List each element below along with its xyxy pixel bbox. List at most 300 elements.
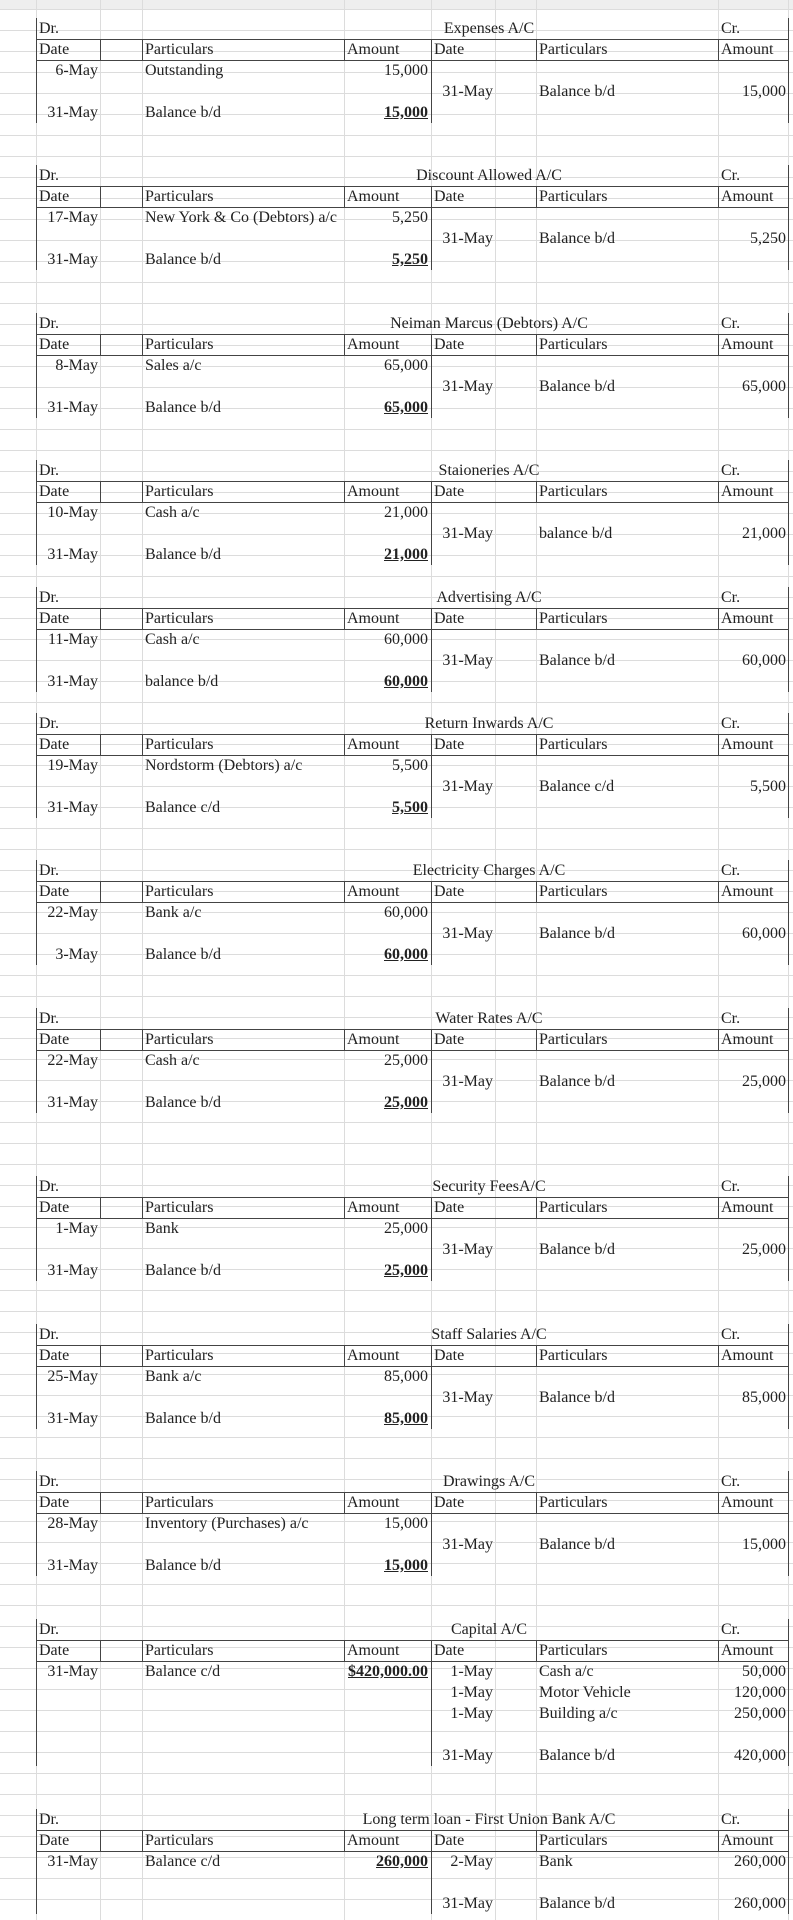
debit-particulars: Balance b/d	[145, 251, 221, 268]
amount-header: Amount	[347, 188, 400, 205]
credit-amount: 60,000	[742, 925, 786, 942]
debit-total-amount: 5,250	[392, 251, 428, 268]
cr-label: Cr.	[721, 1811, 741, 1828]
debit-date: 31-May	[47, 1262, 98, 1279]
particulars-header: Particulars	[539, 736, 608, 753]
amount-header: Amount	[721, 883, 774, 900]
right-border	[788, 1324, 789, 1429]
cr-label: Cr.	[721, 20, 741, 37]
credit-amount: 5,500	[750, 778, 786, 795]
debit-date: 22-May	[47, 904, 98, 921]
debit-particulars: Balance b/d	[145, 104, 221, 121]
debit-date: 31-May	[47, 673, 98, 690]
grid-row-line	[0, 1290, 793, 1291]
credit-amount: 85,000	[742, 1389, 786, 1406]
debit-amount: 15,000	[384, 1515, 428, 1532]
right-border	[788, 18, 789, 123]
debit-total-amount: 25,000	[384, 1094, 428, 1111]
header-divider	[718, 334, 719, 355]
account-title: Long term loan - First Union Bank A/C	[362, 1811, 616, 1828]
credit-particulars: Balance b/d	[539, 230, 615, 247]
account-title: Staff Salaries A/C	[431, 1326, 547, 1343]
grid-column-line	[718, 0, 719, 1920]
amount-header: Amount	[721, 1642, 774, 1659]
cr-label: Cr.	[721, 715, 741, 732]
amount-header: Amount	[721, 1347, 774, 1364]
credit-date: 31-May	[442, 778, 493, 795]
header-divider	[536, 1197, 537, 1218]
debit-total-amount: 25,000	[384, 1262, 428, 1279]
header-divider	[344, 1345, 345, 1366]
grid-row-line	[0, 9, 793, 10]
credit-date: 31-May	[442, 1241, 493, 1258]
debit-date: 25-May	[47, 1368, 98, 1385]
debit-date: 31-May	[47, 546, 98, 563]
account-title: Discount Allowed A/C	[416, 167, 562, 184]
particulars-header: Particulars	[145, 483, 214, 500]
date-header: Date	[434, 336, 465, 353]
debit-particulars: Cash a/c	[145, 1052, 200, 1069]
header-divider	[536, 1830, 537, 1851]
amount-header: Amount	[721, 736, 774, 753]
account-title: Water Rates A/C	[435, 1010, 543, 1027]
credit-particulars: Cash a/c	[539, 1663, 594, 1680]
header-divider	[536, 186, 537, 207]
particulars-header: Particulars	[539, 610, 608, 627]
date-header: Date	[434, 1494, 465, 1511]
header-divider	[344, 881, 345, 902]
header-divider	[142, 1197, 143, 1218]
amount-header: Amount	[347, 1832, 400, 1849]
grid-row-line	[0, 156, 793, 157]
particulars-header: Particulars	[145, 1642, 214, 1659]
particulars-header: Particulars	[145, 1494, 214, 1511]
debit-total-amount: 15,000	[384, 1557, 428, 1574]
credit-date: 2-May	[450, 1853, 493, 1870]
grid-row-line	[0, 828, 793, 829]
right-border	[788, 1619, 789, 1766]
credit-particulars: Balance b/d	[539, 1895, 615, 1912]
particulars-header: Particulars	[145, 336, 214, 353]
debit-date: 17-May	[47, 209, 98, 226]
header-divider	[344, 1029, 345, 1050]
debit-particulars: Balance b/d	[145, 1410, 221, 1427]
amount-header: Amount	[347, 483, 400, 500]
header-divider	[100, 1197, 101, 1218]
date-header: Date	[39, 1199, 70, 1216]
amount-header: Amount	[721, 336, 774, 353]
amount-header: Amount	[721, 610, 774, 627]
header-divider	[100, 39, 101, 60]
particulars-header: Particulars	[539, 1494, 608, 1511]
account-title: Security FeesA/C	[432, 1178, 546, 1195]
debit-date: 31-May	[47, 1853, 98, 1870]
header-divider	[536, 334, 537, 355]
date-header: Date	[434, 188, 465, 205]
header-divider	[100, 1029, 101, 1050]
cr-label: Cr.	[721, 462, 741, 479]
credit-particulars: Balance b/d	[539, 1073, 615, 1090]
header-divider	[344, 1640, 345, 1661]
dr-label: Dr.	[39, 1326, 59, 1343]
debit-date: 19-May	[47, 757, 98, 774]
header-divider	[344, 334, 345, 355]
date-header: Date	[39, 41, 70, 58]
debit-total-amount: 60,000	[384, 946, 428, 963]
debit-amount: 15,000	[384, 62, 428, 79]
credit-amount: 21,000	[742, 525, 786, 542]
debit-date: 31-May	[47, 251, 98, 268]
debit-amount: 60,000	[384, 904, 428, 921]
debit-date: 10-May	[47, 504, 98, 521]
debit-particulars: Cash a/c	[145, 631, 200, 648]
amount-header: Amount	[347, 336, 400, 353]
header-divider	[142, 1640, 143, 1661]
date-header: Date	[39, 1031, 70, 1048]
date-header: Date	[434, 1642, 465, 1659]
debit-particulars: Outstanding	[145, 62, 224, 79]
debit-particulars: Bank a/c	[145, 1368, 202, 1385]
particulars-header: Particulars	[539, 1347, 608, 1364]
debit-date: 22-May	[47, 1052, 98, 1069]
debit-particulars: Cash a/c	[145, 504, 200, 521]
header-divider	[100, 608, 101, 629]
credit-date: 31-May	[442, 230, 493, 247]
dr-label: Dr.	[39, 315, 59, 332]
date-header: Date	[39, 336, 70, 353]
credit-particulars: Building a/c	[539, 1705, 618, 1722]
header-divider	[718, 1830, 719, 1851]
header-divider	[344, 1830, 345, 1851]
debit-amount: 5,500	[392, 757, 428, 774]
cr-label: Cr.	[721, 167, 741, 184]
cr-label: Cr.	[721, 1178, 741, 1195]
credit-particulars: balance b/d	[539, 525, 613, 542]
grid-row-line	[0, 303, 793, 304]
date-header: Date	[39, 1347, 70, 1364]
grid-row-line	[0, 702, 793, 703]
amount-header: Amount	[721, 1832, 774, 1849]
header-divider	[100, 1492, 101, 1513]
right-border	[788, 1809, 789, 1914]
account-title: Expenses A/C	[443, 20, 535, 37]
debit-particulars: Balance c/d	[145, 1663, 221, 1680]
debit-amount: 60,000	[384, 631, 428, 648]
date-header: Date	[434, 1347, 465, 1364]
account-title: Advertising A/C	[436, 589, 542, 606]
debit-total-amount: 5,500	[392, 799, 428, 816]
particulars-header: Particulars	[539, 336, 608, 353]
grid-row-line	[0, 282, 793, 283]
grid-row-line	[0, 1878, 793, 1879]
header-divider	[142, 881, 143, 902]
debit-date: 31-May	[47, 104, 98, 121]
date-header: Date	[39, 483, 70, 500]
amount-header: Amount	[347, 1347, 400, 1364]
account-title: Electricity Charges A/C	[412, 862, 566, 879]
header-divider	[718, 1029, 719, 1050]
dr-label: Dr.	[39, 1010, 59, 1027]
debit-total-amount: 60,000	[384, 673, 428, 690]
credit-date: 31-May	[442, 1073, 493, 1090]
debit-date: 31-May	[47, 1410, 98, 1427]
credit-particulars: Balance b/d	[539, 925, 615, 942]
header-divider	[718, 881, 719, 902]
credit-amount: 65,000	[742, 378, 786, 395]
debit-particulars: Inventory (Purchases) a/c	[145, 1515, 309, 1532]
debit-date: 31-May	[47, 1094, 98, 1111]
header-divider	[344, 186, 345, 207]
amount-header: Amount	[347, 1199, 400, 1216]
grid-row-line	[0, 1605, 793, 1606]
credit-particulars: Balance c/d	[539, 778, 615, 795]
credit-particulars: Bank	[539, 1853, 573, 1870]
grid-row-line	[0, 1437, 793, 1438]
credit-amount: 260,000	[734, 1853, 786, 1870]
credit-amount: 50,000	[742, 1663, 786, 1680]
header-divider	[100, 481, 101, 502]
header-divider	[344, 1492, 345, 1513]
date-header: Date	[434, 610, 465, 627]
debit-particulars: Balance b/d	[145, 946, 221, 963]
debit-amount: 25,000	[384, 1052, 428, 1069]
credit-date: 1-May	[450, 1684, 493, 1701]
date-header: Date	[434, 736, 465, 753]
credit-particulars: Balance b/d	[539, 378, 615, 395]
grid-row-line	[0, 429, 793, 430]
credit-date: 1-May	[450, 1705, 493, 1722]
credit-particulars: Balance b/d	[539, 83, 615, 100]
grid-row-line	[0, 576, 793, 577]
header-divider	[100, 1830, 101, 1851]
particulars-header: Particulars	[539, 1031, 608, 1048]
particulars-header: Particulars	[145, 1832, 214, 1849]
debit-date: 31-May	[47, 1663, 98, 1680]
amount-header: Amount	[347, 883, 400, 900]
credit-particulars: Motor Vehicle	[539, 1684, 631, 1701]
credit-amount: 25,000	[742, 1241, 786, 1258]
debit-particulars: Sales a/c	[145, 357, 202, 374]
header-divider	[100, 186, 101, 207]
amount-header: Amount	[347, 736, 400, 753]
particulars-header: Particulars	[145, 188, 214, 205]
header-divider	[718, 1492, 719, 1513]
debit-particulars: Balance b/d	[145, 399, 221, 416]
header-divider	[142, 1345, 143, 1366]
header-divider	[718, 481, 719, 502]
cr-label: Cr.	[721, 1326, 741, 1343]
credit-amount: 5,250	[750, 230, 786, 247]
sheet-top-band	[0, 0, 793, 9]
header-divider	[718, 39, 719, 60]
header-divider	[344, 39, 345, 60]
debit-amount: $420,000.00	[348, 1663, 428, 1680]
credit-date: 1-May	[450, 1663, 493, 1680]
dr-label: Dr.	[39, 862, 59, 879]
amount-header: Amount	[721, 41, 774, 58]
credit-date: 31-May	[442, 1536, 493, 1553]
header-divider	[718, 1345, 719, 1366]
credit-particulars: Balance b/d	[539, 1536, 615, 1553]
date-header: Date	[434, 1031, 465, 1048]
amount-header: Amount	[347, 1494, 400, 1511]
particulars-header: Particulars	[145, 610, 214, 627]
date-header: Date	[39, 883, 70, 900]
header-divider	[344, 734, 345, 755]
grid-row-line	[0, 1311, 793, 1312]
header-divider	[344, 481, 345, 502]
date-header: Date	[434, 883, 465, 900]
grid-row-line	[0, 1584, 793, 1585]
amount-header: Amount	[721, 1199, 774, 1216]
amount-header: Amount	[721, 1494, 774, 1511]
date-header: Date	[434, 41, 465, 58]
debit-particulars: Balance b/d	[145, 1557, 221, 1574]
particulars-header: Particulars	[539, 1832, 608, 1849]
grid-row-line	[0, 450, 793, 451]
grid-row-line	[0, 1731, 793, 1732]
particulars-header: Particulars	[145, 883, 214, 900]
debit-amount: 25,000	[384, 1220, 428, 1237]
debit-particulars: Nordstorm (Debtors) a/c	[145, 757, 303, 774]
date-header: Date	[39, 1642, 70, 1659]
grid-row-line	[0, 1794, 793, 1795]
header-divider	[142, 334, 143, 355]
credit-particulars: Balance b/d	[539, 1389, 615, 1406]
header-divider	[718, 734, 719, 755]
debit-particulars: Balance c/d	[145, 799, 221, 816]
header-divider	[100, 1640, 101, 1661]
grid-row-line	[0, 1773, 793, 1774]
header-divider	[536, 1345, 537, 1366]
grid-row-line	[0, 1458, 793, 1459]
particulars-header: Particulars	[539, 188, 608, 205]
debit-date: 8-May	[55, 357, 98, 374]
header-divider	[100, 881, 101, 902]
header-divider	[142, 39, 143, 60]
header-divider	[344, 608, 345, 629]
grid-column-line	[100, 0, 101, 1920]
header-divider	[536, 1492, 537, 1513]
credit-amount: 120,000	[734, 1684, 786, 1701]
credit-amount: 420,000	[734, 1747, 786, 1764]
account-title: Capital A/C	[451, 1621, 527, 1638]
credit-amount: 250,000	[734, 1705, 786, 1722]
header-divider	[536, 734, 537, 755]
debit-date: 31-May	[47, 399, 98, 416]
header-divider	[100, 334, 101, 355]
debit-total-amount: 15,000	[384, 104, 428, 121]
credit-amount: 25,000	[742, 1073, 786, 1090]
debit-particulars: Bank	[145, 1220, 179, 1237]
header-divider	[100, 1345, 101, 1366]
credit-date: 31-May	[442, 1895, 493, 1912]
debit-particulars: Bank a/c	[145, 904, 202, 921]
date-header: Date	[39, 188, 70, 205]
account-title: Neiman Marcus (Debtors) A/C	[390, 315, 588, 332]
account-title: Staioneries A/C	[438, 462, 540, 479]
right-border	[788, 713, 789, 818]
particulars-header: Particulars	[145, 1347, 214, 1364]
debit-date: 1-May	[55, 1220, 98, 1237]
credit-date: 31-May	[442, 652, 493, 669]
header-divider	[718, 608, 719, 629]
date-header: Date	[39, 1832, 70, 1849]
amount-header: Amount	[721, 483, 774, 500]
header-divider	[344, 1197, 345, 1218]
debit-total-amount: 21,000	[384, 546, 428, 563]
debit-date: 31-May	[47, 1557, 98, 1574]
header-divider	[100, 734, 101, 755]
header-divider	[536, 608, 537, 629]
header-divider	[718, 186, 719, 207]
debit-date: 31-May	[47, 799, 98, 816]
right-border	[788, 587, 789, 692]
credit-date: 31-May	[442, 378, 493, 395]
header-divider	[536, 881, 537, 902]
particulars-header: Particulars	[145, 1199, 214, 1216]
header-divider	[142, 734, 143, 755]
credit-amount: 15,000	[742, 83, 786, 100]
cr-label: Cr.	[721, 589, 741, 606]
header-divider	[142, 1830, 143, 1851]
particulars-header: Particulars	[539, 1642, 608, 1659]
debit-particulars: Balance b/d	[145, 546, 221, 563]
dr-label: Dr.	[39, 167, 59, 184]
dr-label: Dr.	[39, 1473, 59, 1490]
debit-date: 28-May	[47, 1515, 98, 1532]
dr-label: Dr.	[39, 715, 59, 732]
credit-amount: 260,000	[734, 1895, 786, 1912]
debit-particulars: Balance c/d	[145, 1853, 221, 1870]
right-border	[788, 1176, 789, 1281]
right-border	[788, 460, 789, 565]
grid-row-line	[0, 1143, 793, 1144]
debit-total-amount: 65,000	[384, 399, 428, 416]
debit-date: 3-May	[55, 946, 98, 963]
date-header: Date	[39, 736, 70, 753]
dr-label: Dr.	[39, 20, 59, 37]
grid-row-line	[0, 996, 793, 997]
grid-row-line	[0, 1122, 793, 1123]
credit-date: 31-May	[442, 925, 493, 942]
amount-header: Amount	[347, 41, 400, 58]
credit-date: 31-May	[442, 83, 493, 100]
header-divider	[142, 1029, 143, 1050]
right-border	[788, 860, 789, 965]
particulars-header: Particulars	[539, 483, 608, 500]
particulars-header: Particulars	[145, 1031, 214, 1048]
dr-label: Dr.	[39, 462, 59, 479]
amount-header: Amount	[721, 188, 774, 205]
right-border	[788, 1471, 789, 1576]
cr-label: Cr.	[721, 315, 741, 332]
amount-header: Amount	[347, 1031, 400, 1048]
grid-row-line	[0, 1164, 793, 1165]
debit-total-amount: 85,000	[384, 1410, 428, 1427]
debit-amount: 260,000	[376, 1853, 428, 1870]
particulars-header: Particulars	[539, 883, 608, 900]
particulars-header: Particulars	[145, 41, 214, 58]
amount-header: Amount	[347, 1642, 400, 1659]
header-divider	[718, 1640, 719, 1661]
header-divider	[142, 481, 143, 502]
particulars-header: Particulars	[539, 41, 608, 58]
account-title: Drawings A/C	[443, 1473, 535, 1490]
dr-label: Dr.	[39, 1621, 59, 1638]
header-divider	[536, 1640, 537, 1661]
header-divider	[142, 1492, 143, 1513]
